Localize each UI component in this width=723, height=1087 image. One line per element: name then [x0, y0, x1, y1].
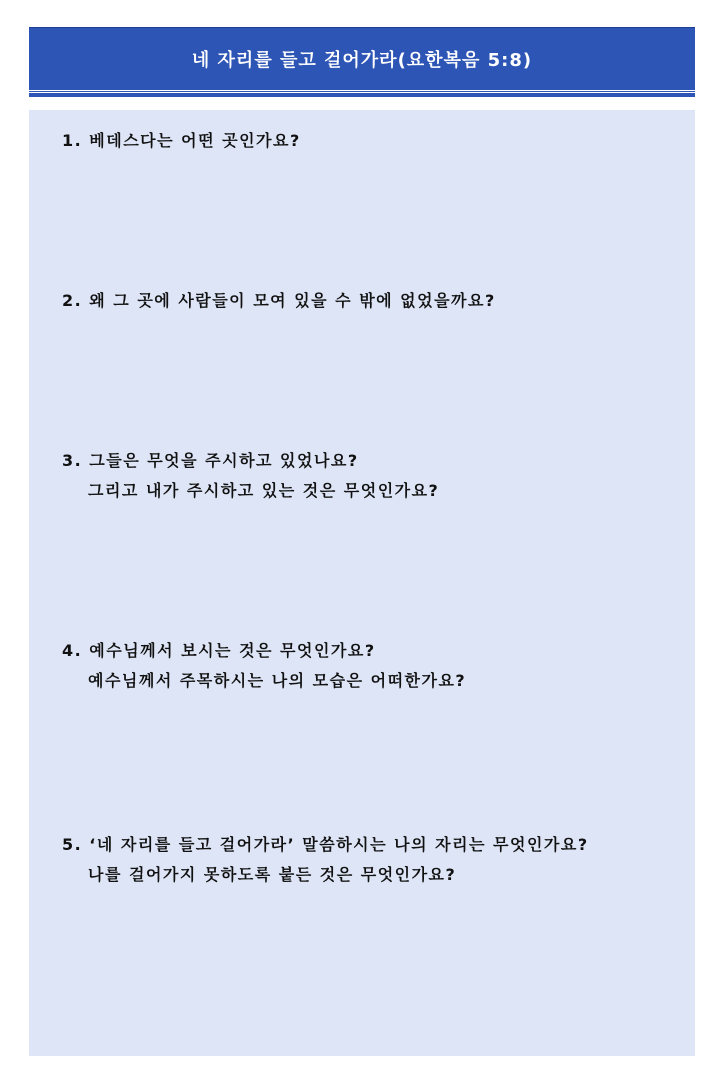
question-1-line-1: 1. 베데스다는 어떤 곳인가요? — [62, 131, 301, 150]
question-3-line-2: 그리고 내가 주시하고 있는 것은 무엇인가요? — [88, 481, 440, 500]
question-5-line-1: 5. ‘네 자리를 들고 걸어가라’ 말씀하시는 나의 자리는 무엇인가요? — [62, 835, 589, 854]
question-panel — [29, 110, 695, 1056]
question-4 — [62, 636, 466, 696]
question-5-line-2: 나를 걸어가지 못하도록 붙든 것은 무엇인가요? — [88, 865, 457, 884]
question-2-line-1: 2. 왜 그 곳에 사람들이 모여 있을 수 밖에 없었을까요? — [62, 291, 496, 310]
question-4-line-1: 4. 예수님께서 보시는 것은 무엇인가요? — [62, 641, 376, 660]
question-3 — [62, 446, 439, 506]
question-4-line-2: 예수님께서 주목하시는 나의 모습은 어떠한가요? — [88, 671, 467, 690]
question-1 — [62, 126, 301, 156]
question-2 — [62, 286, 496, 316]
page-title: 네 자리를 들고 걸어가라(요한복음 5:8) — [191, 50, 533, 71]
question-3-line-1: 3. 그들은 무엇을 주시하고 있었나요? — [62, 451, 359, 470]
question-5 — [62, 830, 589, 890]
header-banner — [29, 27, 695, 93]
